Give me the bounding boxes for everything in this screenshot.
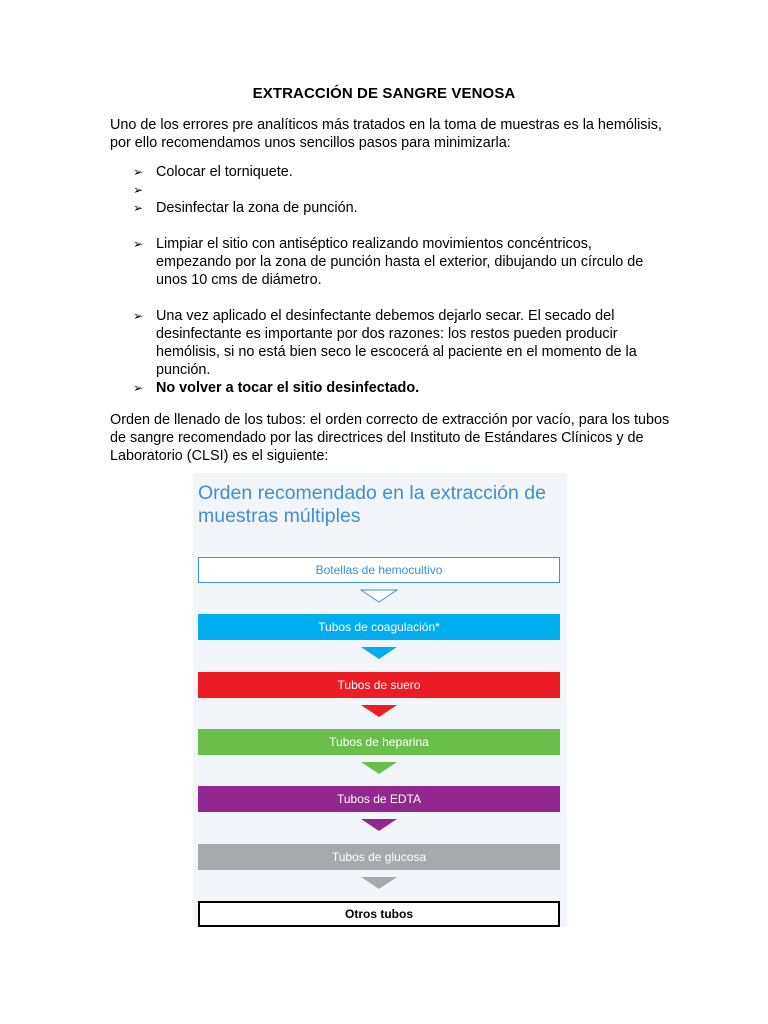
list-item-text: Colocar el torniquete.: [156, 164, 293, 180]
steps-list: [133, 163, 653, 397]
arrow-bullet-icon: ➢: [133, 201, 144, 215]
list-item: [133, 235, 653, 289]
list-item-text: No volver a tocar el sitio desinfectado.: [156, 380, 420, 396]
intro-paragraph: Uno de los errores pre analíticos más tratados en la toma de muestras es la hemólisis, por ello recomendamos unos sencillos pasos para minimizarla:: [110, 117, 662, 151]
down-arrow-icon: [360, 876, 398, 890]
down-arrow-icon: [360, 818, 398, 832]
list-item: [133, 163, 653, 181]
arrow-bullet-icon: ➢: [133, 309, 144, 323]
diagram-step: Tubos de suero: [198, 672, 560, 698]
list-item: [133, 307, 653, 379]
diagram-step: Tubos de EDTA: [198, 786, 560, 812]
list-item: [133, 379, 653, 397]
list-item-text: Una vez aplicado el desinfectante debemos dejarlo secar. El secado del desinfectante es importante por dos razones: los restos pueden producir hemólisis, si no está bien seco le escocerá al paciente en el momento de la punción.: [156, 308, 637, 378]
down-arrow-icon: [360, 646, 398, 660]
list-item: [133, 199, 653, 217]
list-item: [133, 181, 653, 199]
diagram-step: Tubos de glucosa: [198, 844, 560, 870]
diagram-step: Botellas de hemocultivo: [198, 557, 560, 583]
down-arrow-icon: [360, 761, 398, 775]
list-item-text: Limpiar el sitio con antiséptico realizando movimientos concéntricos, empezando por la zona de punción hasta el exterior, dibujando un círculo de unos 10 cms de diámetro.: [156, 236, 644, 288]
list-item-text: Desinfectar la zona de punción.: [156, 200, 358, 216]
down-arrow-icon: [360, 704, 398, 718]
arrow-bullet-icon: ➢: [133, 165, 144, 179]
diagram-step: Tubos de heparina: [198, 729, 560, 755]
diagram-step: Otros tubos: [198, 901, 560, 927]
arrow-bullet-icon: ➢: [133, 381, 144, 395]
diagram-title: Orden recomendado en la extracción de muestras múltiples: [198, 482, 546, 527]
down-arrow-icon: [360, 589, 398, 603]
diagram-step: Tubos de coagulación*: [198, 614, 560, 640]
order-paragraph: Orden de llenado de los tubos: el orden correcto de extracción por vacío, para los tubos de sangre recomendado por las directrices del Instituto de Estándares Clínicos y de Laboratorio (CLSI) es el siguiente:: [110, 412, 670, 464]
arrow-bullet-icon: ➢: [133, 237, 144, 251]
tube-order-diagram: [193, 473, 567, 927]
arrow-bullet-icon: ➢: [133, 183, 144, 197]
document-title: EXTRACCIÓN DE SANGRE VENOSA: [252, 85, 516, 102]
